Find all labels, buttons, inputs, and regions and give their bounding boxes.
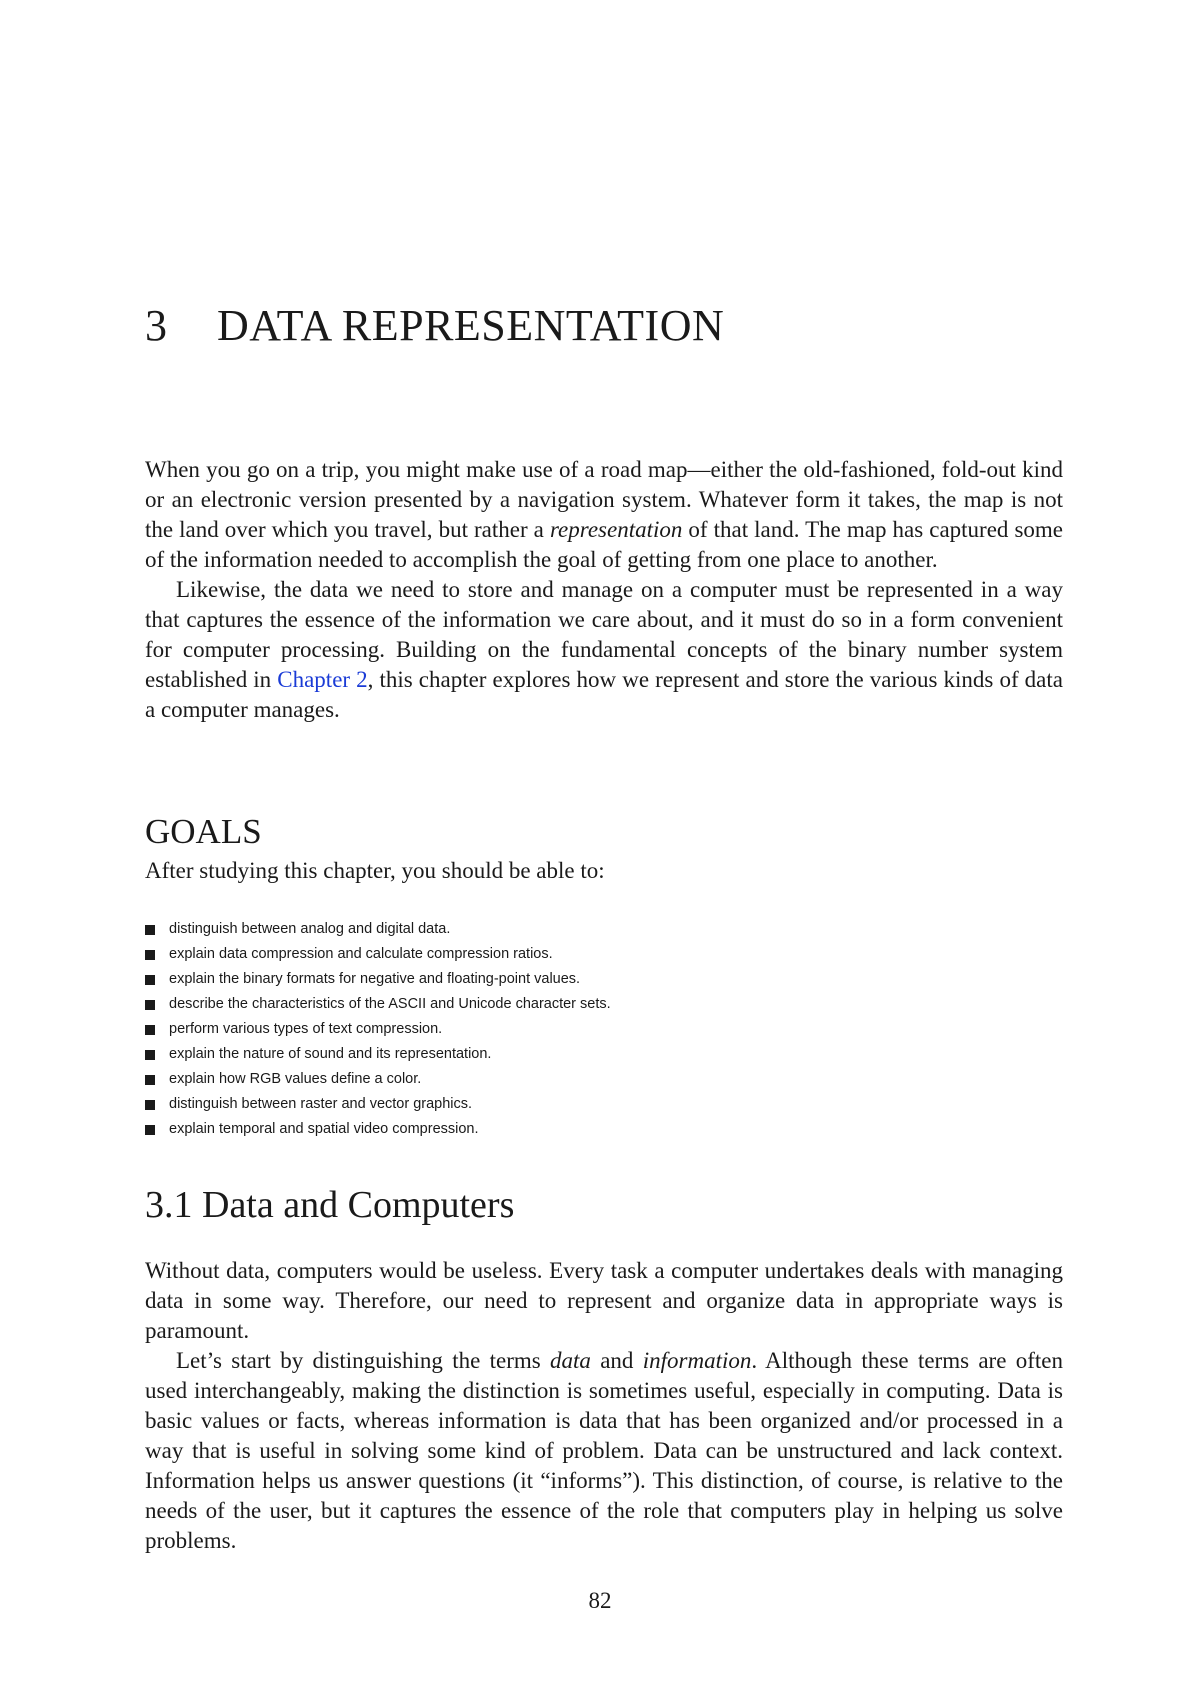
list-item: explain the nature of sound and its representation. bbox=[145, 1042, 611, 1067]
list-item: explain the binary formats for negative and floating-point values. bbox=[145, 967, 611, 992]
section-text bbox=[145, 1256, 1063, 1556]
square-bullet-icon bbox=[145, 1050, 155, 1060]
intro-text bbox=[145, 455, 1063, 725]
section-title: 3.1 Data and Computers bbox=[145, 1184, 515, 1226]
goals-heading: GOALS bbox=[145, 812, 262, 851]
list-item: explain data compression and calculate compression ratios. bbox=[145, 942, 611, 967]
chapter-number: 3 bbox=[145, 301, 168, 350]
list-item: explain temporal and spatial video compression. bbox=[145, 1117, 611, 1142]
chapter-title-text: DATA REPRESENTATION bbox=[217, 301, 725, 350]
list-item: distinguish between raster and vector graphics. bbox=[145, 1092, 611, 1117]
square-bullet-icon bbox=[145, 1000, 155, 1010]
square-bullet-icon bbox=[145, 1125, 155, 1135]
page-number: 82 bbox=[588, 1588, 612, 1613]
list-item: distinguish between analog and digital data. bbox=[145, 917, 611, 942]
emphasis-representation: representation bbox=[549, 517, 683, 542]
square-bullet-icon bbox=[145, 1075, 155, 1085]
emphasis-data: data bbox=[550, 1348, 591, 1373]
intro-paragraph-2: Likewise, the data we need to store and manage on a computer must be represented in a way that captures the essence of the information we care about, and it must do so in a form convenient for computer processing. Building on the fundamental concepts of the binary number system established in Chapter 2, this chapter explores how we represent and store the various kinds of data a computer manages. bbox=[145, 577, 1063, 722]
goals-list bbox=[145, 917, 611, 1142]
square-bullet-icon bbox=[145, 950, 155, 960]
list-item: explain how RGB values define a color. bbox=[145, 1067, 611, 1092]
square-bullet-icon bbox=[145, 1025, 155, 1035]
chapter-2-link[interactable]: Chapter 2 bbox=[277, 667, 368, 692]
section-paragraph-1: Without data, computers would be useless. Every task a computer undertakes deals with managing data in some way. Therefore, our need to represent and organize data in appropriate ways is paramount. bbox=[145, 1258, 1063, 1343]
square-bullet-icon bbox=[145, 925, 155, 935]
section-paragraph-2: Let’s start by distinguishing the terms data and information. Although these terms are often used interchangeably, making the distinction is sometimes useful, especially in computing. Data is basic values or facts, whereas information is data that has been organized and/or processed in a way that is useful in solving some kind of problem. Data can be unstructured and lack context. Information helps us answer questions (it “informs”). This distinction, of course, is relative to the needs of the user, but it captures the essence of the role that computers play in helping us solve problems. bbox=[145, 1348, 1063, 1553]
intro-paragraph-1: When you go on a trip, you might make use of a road map—either the old-fashioned, fold-out kind or an electronic version presented by a navigation system. Whatever form it takes, the map is not the land over which you travel, but rather a representation of that land. The map has captured some of the information needed to accomplish the goal of getting from one place to another. bbox=[145, 457, 1063, 572]
square-bullet-icon bbox=[145, 1100, 155, 1110]
square-bullet-icon bbox=[145, 975, 155, 985]
list-item: describe the characteristics of the ASCII and Unicode character sets. bbox=[145, 992, 611, 1017]
emphasis-information: information bbox=[642, 1348, 752, 1373]
chapter-title bbox=[145, 300, 724, 351]
goals-intro: After studying this chapter, you should be able to: bbox=[145, 858, 605, 883]
list-item: perform various types of text compression. bbox=[145, 1017, 611, 1042]
